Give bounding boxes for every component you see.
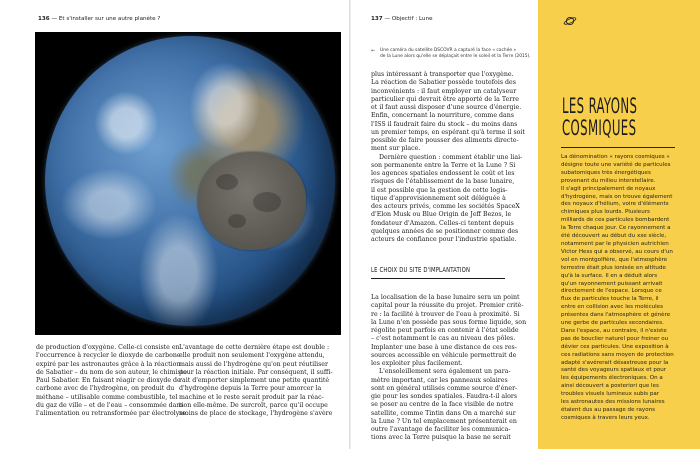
- sidebar-line: les équipements électroniques. On a: [561, 375, 663, 382]
- sidebar-line: qu'à la surface. Il en a déduit alors: [561, 272, 658, 279]
- text-line: de Sabatier – du nom de son auteur, le chimiste: [36, 368, 187, 376]
- text-line: l'ISS il faudrait faire du stock – du moins dans: [371, 120, 518, 128]
- folio-right: [371, 16, 433, 22]
- text-line: re : la facilité à trouver de l'eau à proximité. Si: [371, 310, 520, 318]
- sidebar-line: ces radiations sans moyen de protection: [561, 351, 674, 358]
- text-line: moins de place de stockage, l'hydrogène s'avère: [179, 410, 333, 417]
- text-line: sources accessible en véhicule permettrait de: [371, 351, 517, 359]
- sidebar-line: provenant du milieu interstellaire.: [561, 177, 656, 184]
- sidebar-title-line: LES RAYONS: [562, 94, 638, 118]
- sidebar-line: directement de l'espace. Lorsque ce: [561, 288, 662, 295]
- sidebar-line: Victor Hess qui a observé, au cours d'un: [561, 248, 673, 255]
- text-line: Implanter une base à une distance de ces res-: [371, 343, 517, 351]
- sidebar-line: adapté s'avérerait désastreuse pour la: [561, 359, 669, 366]
- sidebar-line: les astronautes des missions lunaires: [561, 399, 665, 406]
- sidebar-line: ainsi découvert a posteriori que les: [561, 383, 659, 390]
- text-line: carbone avec de l'hydrogène, on produit du: [36, 385, 175, 393]
- text-line: méthane – utilisable comme combustible, tel: [36, 393, 178, 401]
- text-line: se poser au centre de la face visible de notre: [371, 401, 514, 409]
- text-line: satellite, comme Tintin dans On a marché sur: [371, 409, 516, 417]
- sidebar-line: La dénomination « rayons cosmiques »: [561, 154, 670, 160]
- folio-left: [38, 16, 160, 22]
- text-column-3: [371, 71, 525, 244]
- sidebar-line: la Terre chaque jour. Ce rayonnement a: [561, 225, 671, 232]
- text-line: possible de faire pousser des aliments directe-: [371, 137, 519, 144]
- sidebar-line: chimiques plus lourds. Plusieurs: [561, 209, 650, 216]
- text-line: il est possible que la gestion de cette logis-: [371, 186, 508, 194]
- text-line: la Lune ? Un tel emplacement présenterait en: [371, 417, 517, 425]
- sidebar-line: milliards de ces particules bombardent: [561, 217, 670, 224]
- sidebar-line: troubles visuels lumineux subis par: [561, 391, 660, 398]
- text-line: mais aussi de l'hydrogène qu'on peut réutiliser: [179, 360, 328, 368]
- sidebar-line: présentes dans l'atmosphère et génère: [561, 312, 671, 319]
- text-line: l'occurrence à recycler le dioxyde de carbone: [36, 352, 181, 360]
- text-line: fondateur d'Amazon. Celles-ci tentent depuis: [371, 219, 514, 227]
- text-line: pour la réaction initiale. Par conséquent, il suffi-: [179, 368, 333, 376]
- text-line: L'ensoleillement sera également un para-: [379, 368, 511, 376]
- text-line: acteurs de confiance pour l'industrie spatiale.: [371, 236, 517, 243]
- text-line: sont en général utilisés comme source d'éner-: [371, 384, 518, 392]
- text-line: un premier temps, en espérant qu'à terme il soit: [371, 128, 525, 136]
- sidebar-line: entre en collision avec les molécules: [561, 304, 663, 311]
- sidebar-line: été découvert au début du xxe siècle,: [561, 233, 667, 240]
- sidebar-line: une gerbe de particules secondaires.: [561, 320, 664, 327]
- text-line: Enfin, concernant la nourriture, comme dans: [371, 112, 514, 120]
- sidebar-line: Il s'agit principalement de noyaux: [561, 185, 656, 192]
- text-line: ment sur place.: [371, 145, 421, 153]
- text-line: La réaction de Sabatier possède toutefois des: [371, 79, 516, 87]
- text-line: les exploiter plus facilement.: [371, 360, 463, 367]
- sidebar-line: d'hydrogène, mais on trouve également: [561, 193, 673, 200]
- text-line: tique d'approvisionnement soit déléguée à: [371, 194, 506, 202]
- running-head-right: — Objectif : Lune: [384, 16, 433, 22]
- sidebar-line: désigne toute une variété de particules: [561, 161, 671, 168]
- photo-caption: [380, 48, 531, 60]
- earth-moon-photo: [35, 32, 341, 335]
- text-line: – c'est notamment le cas au niveau des pôles.: [371, 335, 516, 343]
- sidebar-line: vol en montgolfière, que l'atmosphère: [561, 256, 668, 263]
- text-line: tion elle-même. De surcroît, parce qu'il occupe: [179, 401, 328, 409]
- sidebar-line: cosmiques à travers leurs yeux.: [561, 414, 650, 421]
- sidebar-line: pas de bouclier naturel pour freiner ou: [561, 335, 669, 342]
- text-line: expiré par les astronautes grâce à la réaction: [36, 360, 181, 368]
- caption-arrow-icon: ←: [371, 48, 376, 54]
- section-subhead: LE CHOIX DU SITE D'IMPLANTATION: [371, 265, 471, 274]
- sidebar-line: notamment par le physicien autrichien: [561, 240, 669, 247]
- text-line: La localisation de la base lunaire sera un point: [371, 294, 520, 301]
- moon-image: [198, 152, 306, 250]
- text-line: Dernière question : comment établir une liai-: [379, 153, 523, 161]
- text-line: particulier qui devrait être apporté de la Terre: [371, 95, 519, 103]
- text-line: l'alimentation ou retransformée par électrolyse.: [36, 410, 189, 417]
- moon-crater: [216, 174, 238, 190]
- sidebar-line: terrestre était plus ionisée en altitude: [561, 264, 666, 271]
- text-line: machine et le reste serait produit par la réac-: [179, 393, 324, 401]
- text-line: capital pour la réussite du projet. Premier critè-: [371, 302, 524, 310]
- sidebar-title-line: COSMIQUES: [562, 116, 637, 140]
- text-line: elle produit non seulement l'oxygène attendu,: [179, 352, 325, 360]
- text-line: la Lune n'en possède pas sous forme liquide, son: [371, 318, 527, 326]
- sidebar-line: étaient dus au passage de rayons: [561, 407, 656, 413]
- text-line: tions avec la Terre puisque la base ne serait: [371, 434, 511, 442]
- text-line: d'hydrogène depuis la Terre pour amorcer la: [179, 385, 322, 393]
- sidebar-line: qu'un rayonnement puissant arrivait: [561, 280, 663, 287]
- text-column-1: [36, 344, 188, 418]
- text-line: Paul Sabatier. En faisant réagir ce dioxyde de: [36, 377, 181, 384]
- sidebar-line: flux de particules touche la Terre, il: [561, 296, 659, 303]
- moon-crater: [253, 192, 281, 212]
- caption-line: Une caméra du satellite DSCOVR a capturé la face « cachée »: [380, 48, 517, 53]
- text-line: inconvénients : il faut employer un catalyseur: [371, 87, 517, 95]
- sidebar-title: [562, 95, 637, 139]
- text-line: plus intéressant à transporter que l'oxygène.: [371, 71, 514, 78]
- text-column-2: [179, 344, 332, 418]
- page-number-right: 137: [371, 16, 383, 22]
- planet-icon: [563, 14, 577, 28]
- text-line: régolite peut parfois en contenir à l'état solide: [371, 327, 519, 334]
- caption-line: de la Lune alors qu'elle se déplaçait entre le soleil et la Terre (2015).: [380, 54, 531, 59]
- book-gutter: [349, 0, 351, 449]
- text-line: les agences spatiales endossent le coût et les: [371, 170, 515, 177]
- sidebar-body: [561, 154, 674, 423]
- text-line: quelques années de se positionner comme des: [371, 227, 519, 235]
- subhead-rule: [371, 278, 505, 279]
- text-line: de production d'oxygène. Celle-ci consiste en: [36, 344, 180, 351]
- text-line: son permanente entre la Terre et la Lune ? Si: [371, 161, 516, 169]
- text-line: risques de l'établissement de la base lunaire,: [371, 178, 515, 186]
- text-line: et il faut aussi disposer d'une source d'énergie.: [371, 104, 522, 111]
- text-line: gie pour les sondes spatiales. Faudra-t-il alors: [371, 393, 518, 400]
- moon-crater: [228, 214, 246, 228]
- sidebar-line: subatomiques très énergétiques: [561, 169, 651, 176]
- text-line: mètre important, car les panneaux solaires: [371, 376, 508, 384]
- text-line: L'avantage de cette dernière étape est double :: [179, 344, 330, 351]
- text-line: du gaz de ville – et de l'eau – consommée dans: [36, 401, 184, 409]
- running-head-left: — Et s'installer sur une autre planète ?: [51, 16, 161, 22]
- sidebar-rule: [561, 147, 675, 148]
- text-line: rait d'emporter simplement une petite quantité: [179, 377, 330, 384]
- text-line: outre l'avantage de faciliter les communica-: [371, 426, 511, 433]
- sidebar-line: santé des voyageurs spatiaux et pour: [561, 367, 667, 374]
- text-column-4: [371, 294, 526, 443]
- page-number-left: 136: [38, 16, 50, 22]
- text-line: d'Elon Musk ou Blue Origin de Jeff Bezos, le: [371, 211, 512, 219]
- text-line: des acteurs privés, comme les sociétés SpaceX: [371, 203, 520, 210]
- sidebar-line: des noyaux d'hélium, voire d'éléments: [561, 201, 669, 208]
- sidebar-line: Dans l'espace, au contraire, il n'existe: [561, 327, 667, 334]
- sidebar-line: dévier ces particules. Une exposition à: [561, 343, 669, 350]
